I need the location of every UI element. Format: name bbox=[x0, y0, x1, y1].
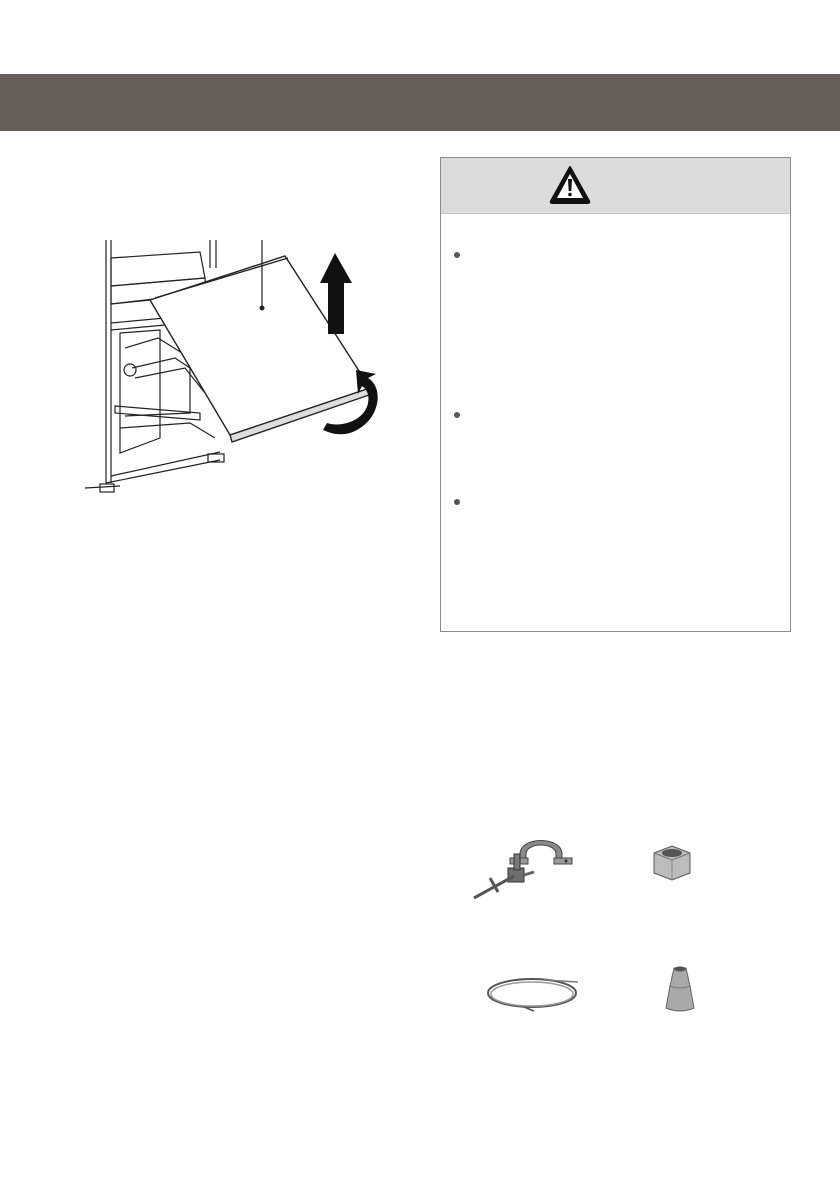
warning-box bbox=[440, 157, 791, 632]
compression-sleeve-icon bbox=[664, 964, 696, 1016]
warning-bullet-2 bbox=[454, 412, 460, 418]
section-header-bar bbox=[0, 74, 840, 131]
copper-tube-coil-icon bbox=[484, 974, 580, 1012]
hex-nut-icon bbox=[650, 843, 694, 883]
pipe-clamp-icon bbox=[470, 832, 582, 902]
drawer-door-removal-illustration bbox=[80, 238, 390, 500]
warning-bullet-1 bbox=[454, 252, 460, 258]
warning-header bbox=[441, 158, 790, 214]
warning-bullet-3 bbox=[454, 499, 460, 505]
warning-triangle-icon bbox=[549, 165, 591, 205]
